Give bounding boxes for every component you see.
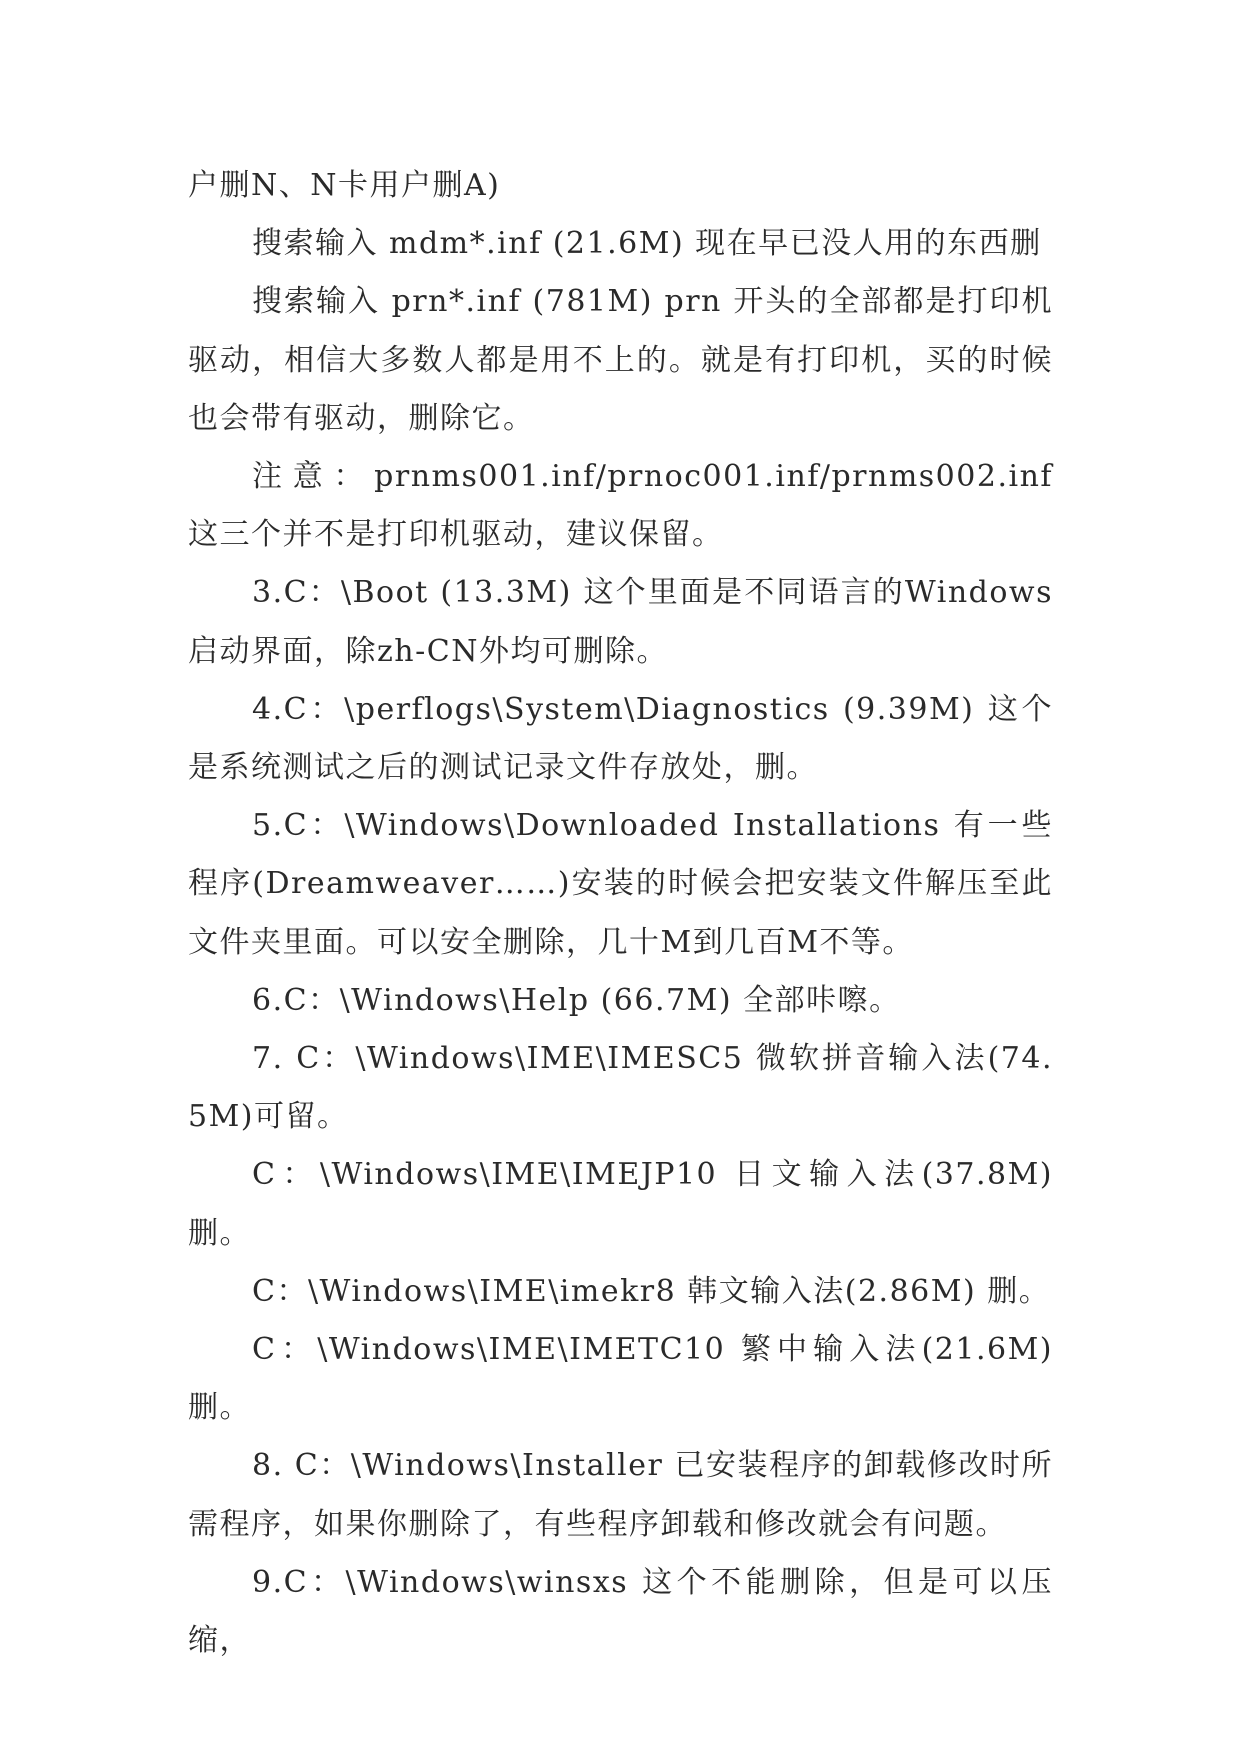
paragraph-item-9-winsxs: 9.C：\Windows\winsxs 这个不能删除，但是可以压缩， bbox=[188, 1564, 1053, 1659]
paragraph-continuation: 户删N、N卡用户删A) bbox=[188, 168, 501, 203]
document-body bbox=[188, 157, 1053, 1670]
paragraph-item-6-help: 6.C：\Windows\Help (66.7M) 全部咔嚓。 bbox=[252, 982, 901, 1018]
paragraph-note: 注意：prnms001.inf/prnoc001.inf/prnms002.inf 这三个并不是打印机驱动，建议保留。 bbox=[188, 459, 1053, 553]
paragraph-item-5-downloaded-installations: 5.C：\Windows\Downloaded Installations 有一些程序(Dreamweaver……)安装的时候会把安装文件解压至此文件夹里面。可以安全删除，几十M到几百M不等。 bbox=[188, 808, 1053, 960]
paragraph-prn-inf: 搜索输入 prn*.inf (781M) prn 开头的全部都是打印机驱动，相信大多数人都是用不上的。就是有打印机，买的时候也会带有驱动，删除它。 bbox=[188, 284, 1053, 436]
paragraph-mdm-inf: 搜索输入 mdm*.inf (21.6M) 现在早已没人用的东西删 bbox=[252, 226, 1042, 262]
paragraph-item-3-boot: 3.C：\Boot (13.3M) 这个里面是不同语言的Windows启动界面，除zh-CN外均可删除。 bbox=[188, 575, 1053, 669]
paragraph-item-8-installer: 8. C：\Windows\Installer 已安装程序的卸载修改时所需程序，如果你删除了，有些程序卸载和修改就会有问题。 bbox=[188, 1448, 1053, 1542]
paragraph-item-4-perflogs: 4.C：\perflogs\System\Diagnostics (9.39M) 这个是系统测试之后的测试记录文件存放处，删。 bbox=[188, 691, 1053, 786]
paragraph-ime-imejp10: C：\Windows\IME\IMEJP10 日文输入法(37.8M) 删。 bbox=[188, 1157, 1053, 1251]
paragraph-item-7-ime-imesc5: 7. C：\Windows\IME\IMESC5 微软拼音输入法(74.5M)可留。 bbox=[188, 1041, 1053, 1135]
paragraph-ime-imekr8: C：\Windows\IME\imekr8 韩文输入法(2.86M) 删。 bbox=[252, 1273, 1051, 1309]
paragraph-ime-imetc10: C：\Windows\IME\IMETC10 繁中输入法(21.6M) 删。 bbox=[188, 1332, 1053, 1426]
